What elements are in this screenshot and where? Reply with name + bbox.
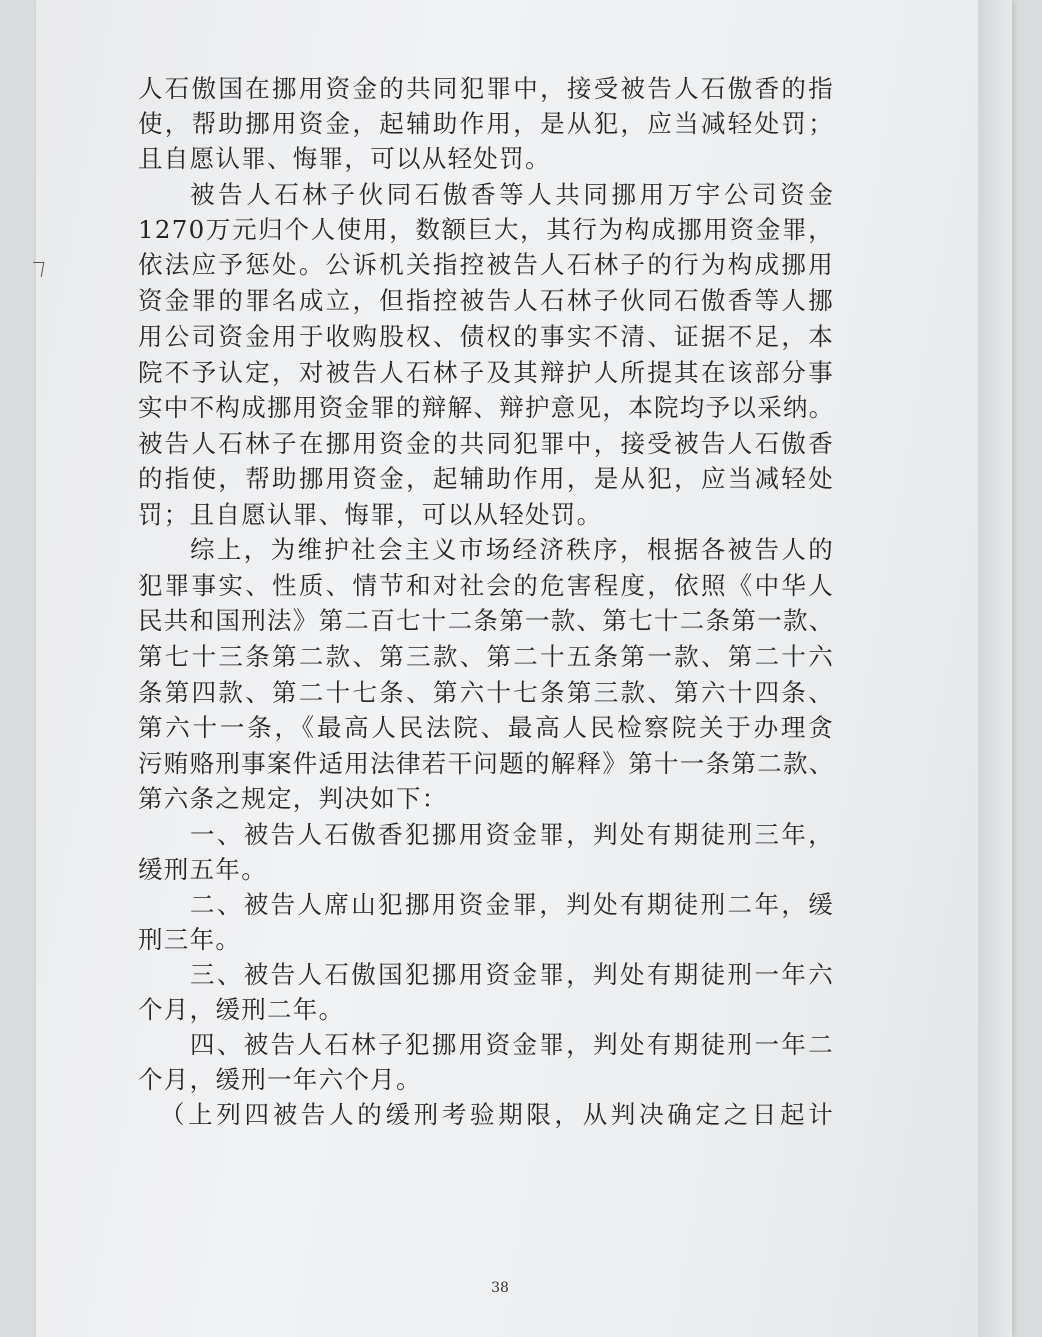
text-line-20: 污贿赂刑事案件适用法律若干问题的解释》第十一条第二款、 [138, 749, 835, 778]
verdict-1-line-1: 一、被告人石傲香犯挪用资金罪，判处有期徒刑三年， [190, 820, 834, 849]
verdict-3-line-2: 个月，缓刑二年。 [138, 995, 345, 1024]
text-line-17: 第七十三条第二款、第三款、第二十五条第一款、第二十六 [138, 642, 834, 671]
verdict-2-line-2: 刑三年。 [138, 925, 242, 954]
page-edge-shadow [978, 0, 1012, 1337]
text-line-8: 用公司资金用于收购股权、债权的事实不清、证据不足，本 [138, 322, 834, 351]
text-line-10: 实中不构成挪用资金罪的辩解、辩护意见，本院均予以采纳。 [138, 393, 835, 422]
text-line-1: 人石傲国在挪用资金的共同犯罪中，接受被告人石傲香的指 [138, 74, 834, 103]
text-line-21: 第六条之规定，判决如下： [138, 784, 448, 813]
text-line-2: 使，帮助挪用资金，起辅助作用，是从犯，应当减轻处罚； [138, 109, 834, 138]
verdict-4-line-1: 四、被告人石林子犯挪用资金罪，判处有期徒刑一年二 [190, 1030, 834, 1059]
verdict-2-line-1: 二、被告人席山犯挪用资金罪，判处有期徒刑二年，缓 [190, 890, 834, 919]
text-line-12: 的指使，帮助挪用资金，起辅助作用，是从犯，应当减轻处 [138, 464, 834, 493]
probation-note-line: （上列四被告人的缓刑考验期限，从判决确定之日起计 [160, 1100, 834, 1129]
text-line-18: 条第四款、第二十七条、第六十七条第三款、第六十四条、 [138, 678, 834, 707]
verdict-4-line-2: 个月，缓刑一年六个月。 [138, 1065, 422, 1094]
text-line-5: 1270万元归个人使用，数额巨大，其行为构成挪用资金罪， [138, 215, 834, 244]
text-line-11: 被告人石林子在挪用资金的共同犯罪中，接受被告人石傲香 [138, 429, 834, 458]
text-line-3: 且自愿认罪、悔罪，可以从轻处罚。 [138, 144, 551, 173]
text-line-14: 综上，为维护社会主义市场经济秩序，根据各被告人的 [190, 535, 834, 564]
text-line-15: 犯罪事实、性质、情节和对社会的危害程度，依照《中华人 [138, 571, 834, 600]
verdict-1-line-2: 缓刑五年。 [138, 855, 267, 884]
text-line-4: 被告人石林子伙同石傲香等人共同挪用万宇公司资金 [190, 180, 834, 209]
text-line-16: 民共和国刑法》第二百七十二条第一款、第七十二条第一款、 [138, 606, 835, 635]
verdict-3-line-1: 三、被告人石傲国犯挪用资金罪，判处有期徒刑一年六 [190, 960, 834, 989]
text-line-19: 第六十一条，《最高人民法院、最高人民检察院关于办理贪 [138, 713, 834, 742]
text-line-7: 资金罪的罪名成立，但指控被告人石林子伙同石傲香等人挪 [138, 286, 834, 315]
text-line-6: 依法应予惩处。公诉机关指控被告人石林子的行为构成挪用 [138, 250, 834, 279]
text-line-13: 罚；且自愿认罪、悔罪，可以从轻处罚。 [138, 500, 603, 529]
text-line-9: 院不予认定，对被告人石林子及其辩护人所提其在该部分事 [138, 358, 834, 387]
page-number: 38 [491, 1280, 509, 1296]
